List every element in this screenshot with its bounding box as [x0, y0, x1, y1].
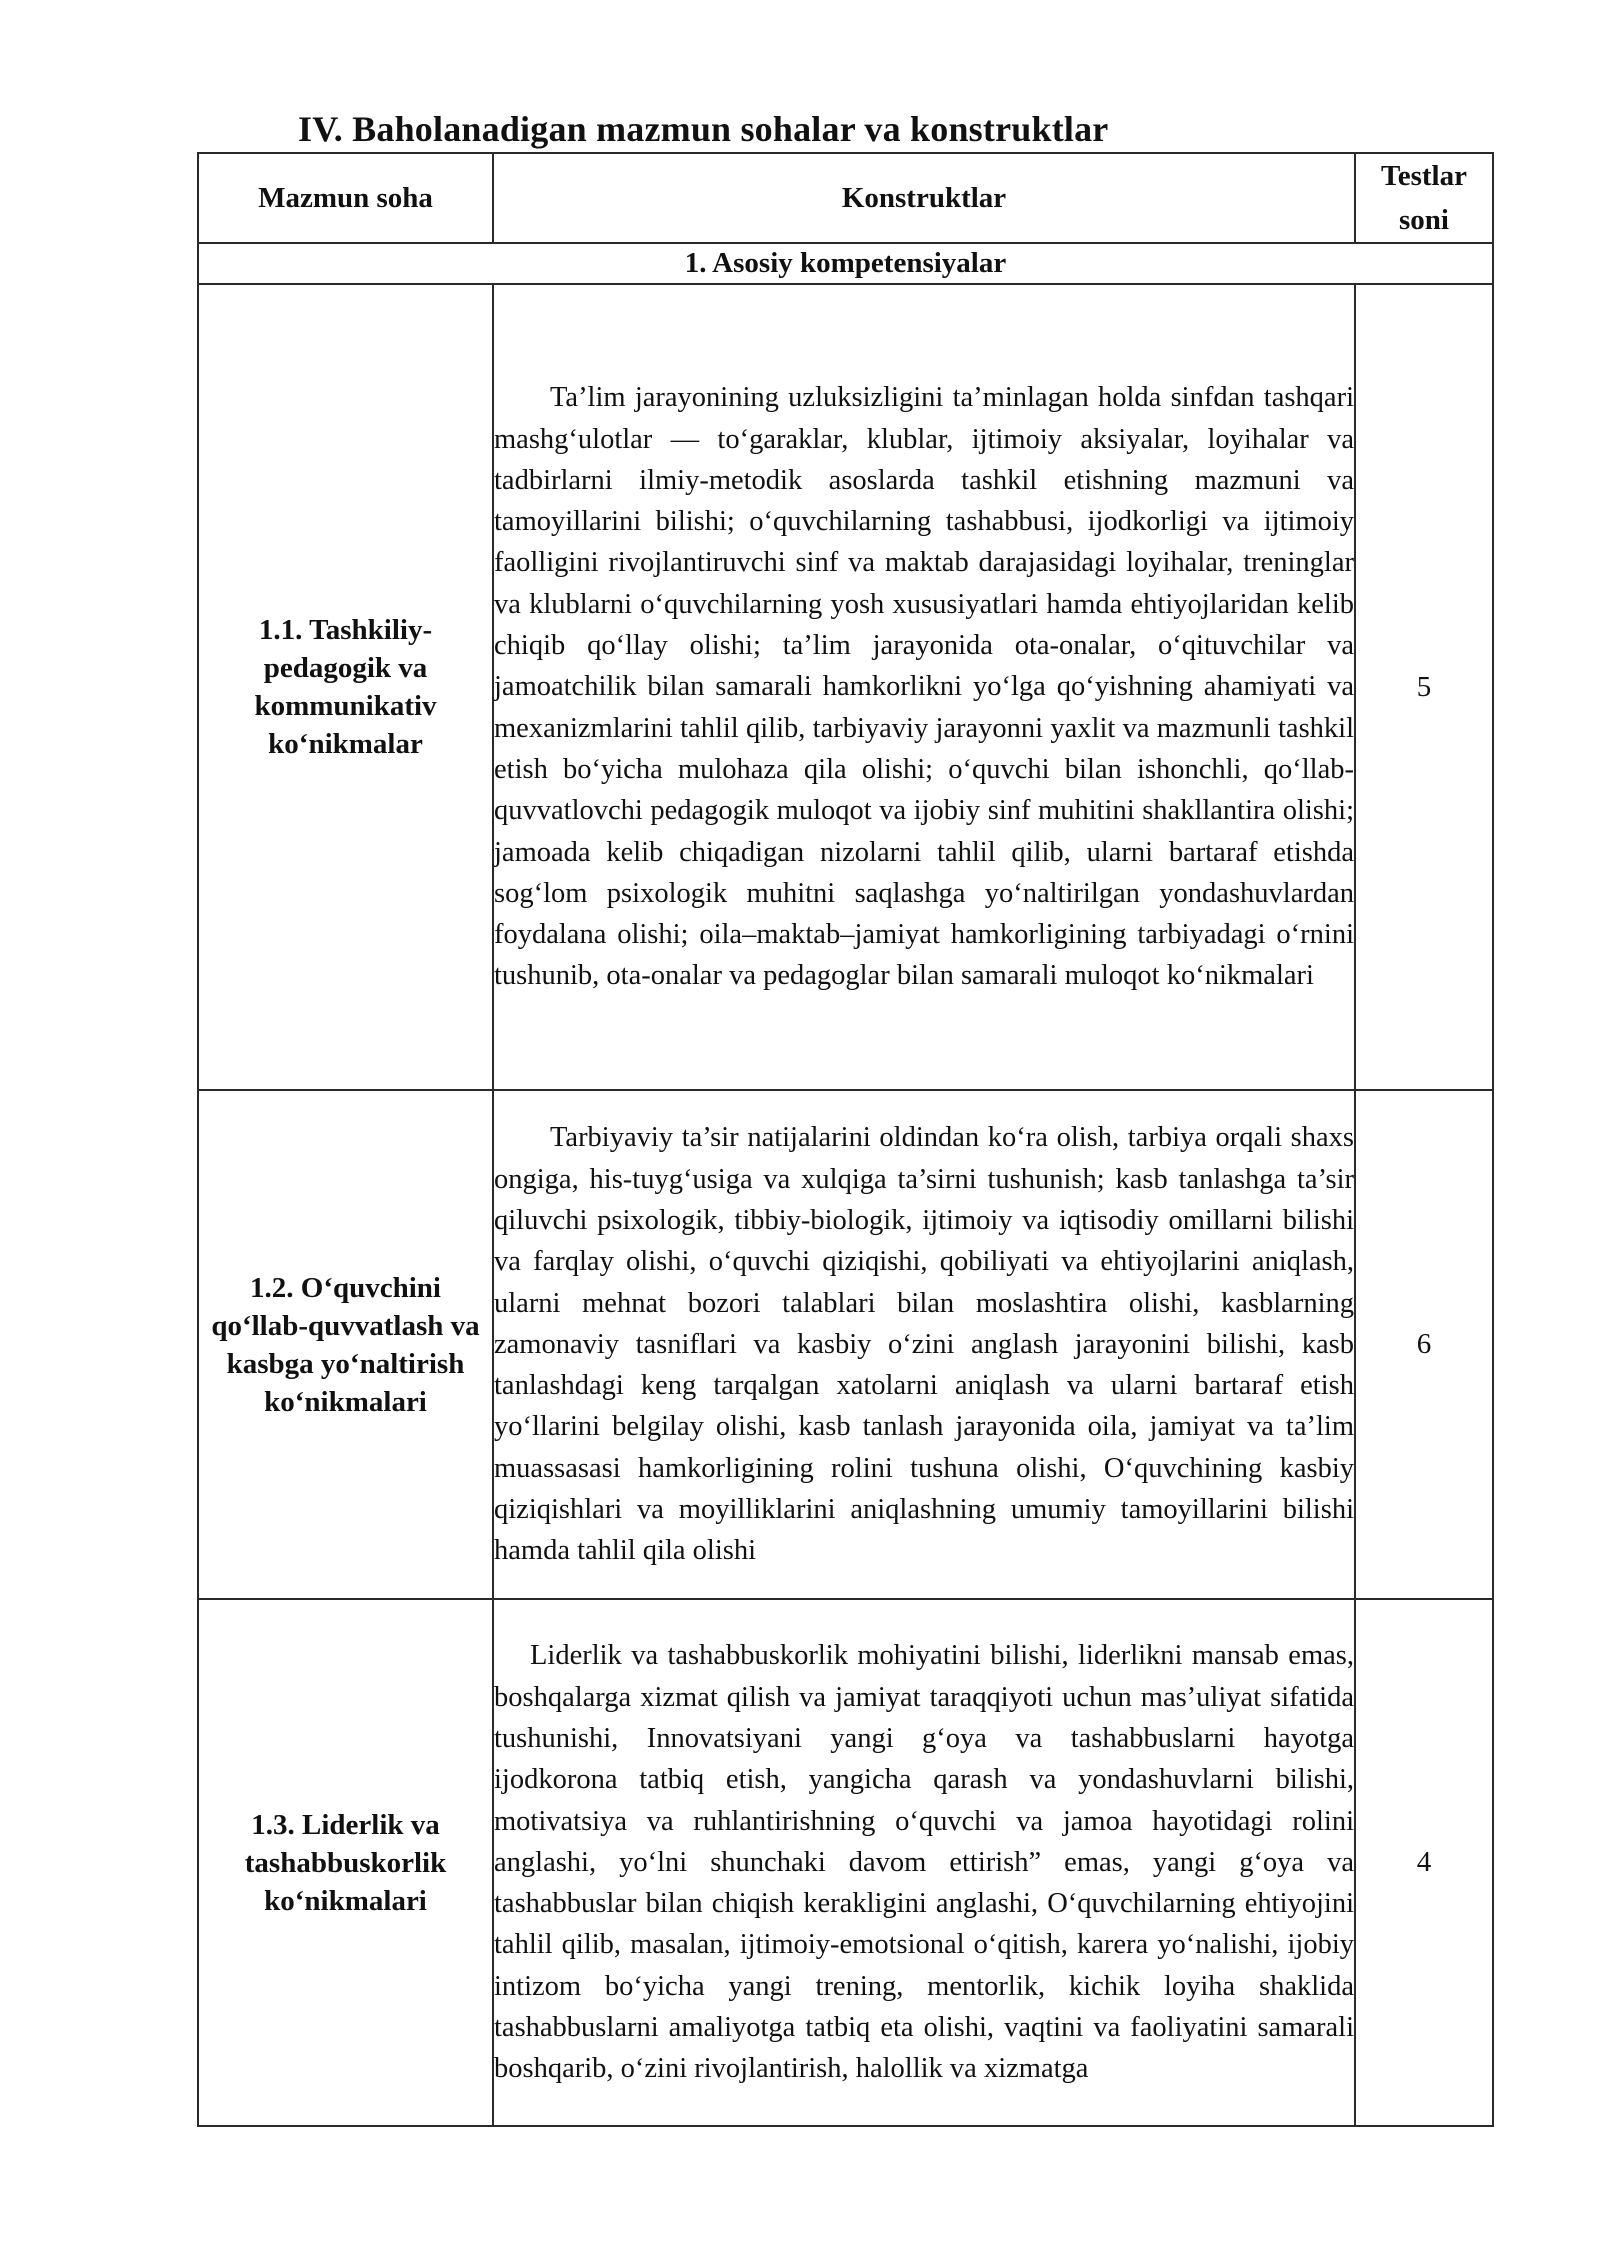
page-title: IV. Baholanadigan mazmun sohalar va konstruktlar: [298, 109, 1109, 149]
row-soha: 1.2. O‘quvchini qo‘llab-quvvatlash va kasbga yo‘naltirish ko‘nikmalari: [198, 1090, 493, 1599]
table-header-row: [198, 153, 1493, 243]
row-konstrukt: [493, 284, 1355, 1090]
row-soha: 1.3. Liderlik va tashabbuskorlik ko‘nikmalari: [198, 1599, 493, 2126]
row-testlar: 5: [1355, 284, 1493, 1090]
row-testlar: 6: [1355, 1090, 1493, 1599]
header-konstruktlar: Konstruktlar: [493, 153, 1355, 243]
row-konstrukt: [493, 1599, 1355, 2126]
header-mazmun-soha: Mazmun soha: [198, 153, 493, 243]
header-testlar-soni: Testlar soni: [1355, 153, 1493, 243]
row-soha: 1.1. Tashkiliy-pedagogik va kommunikativ ko‘nikmalar: [198, 284, 493, 1090]
row-testlar: 4: [1355, 1599, 1493, 2126]
table-row: [198, 284, 1493, 1090]
row-konstrukt-text: Tarbiyaviy ta’sir natijalarini oldindan ko‘ra olish, tarbiya orqali shaxs ongiga, his-tuyg‘usiga va xulqiga ta’sirni tushunish; kasb tanlashga ta’sir qiluvchi psixologik, tibbiy-biologik, ijtimoiy va iqtisodiy omillarni bilishi va farqlay olishi, o‘quvchi qiziqishi, qobiliyati va ehtiyojlarini aniqlash, ularni mehnat bozori talablari bilan moslashtira olishi, kasblarning zamonaviy tasniflari va kasbiy o‘zini anglash jarayonini bilishi, kasb tanlashdagi keng tarqalgan xatolarni aniqlash va ularni bartaraf etish yo‘llarini belgilay olishi, kasb tanlash jarayonida oila, jamiyat va ta’lim muassasasi hamkorligining rolini tushuna olishi, O‘quvchining kasbiy qiziqishlari va moyilliklarini aniqlashning umumiy tamoyillarini bilishi hamda tahlil qila olishi: [494, 1122, 1354, 1567]
row-konstrukt-text: Liderlik va tashabbuskorlik mohiyatini bilishi, liderlikni mansab emas, boshqalarga xizmat qilish va jamiyat taraqqiyoti uchun mas’uliyat sifatida tushunishi, Innovatsiyani yangi g‘oya va tashabbuslarni hayotga ijodkorona tatbiq etish, yangicha qarash va yondashuvlarni bilishi, motivatsiya va ruhlantirishning o‘quvchi va jamoa hayotidagi rolini anglashi, yo‘lni shunchaki davom ettirish” emas, yangi g‘oya va tashabbuslar bilan chiqish kerakligini anglashi, O‘quvchilarning ehtiyojini tahlil qilib, masalan, ijtimoiy-emotsional o‘qitish, karera yo‘nalishi, ijobiy intizom bo‘yicha yangi trening, mentorlik, kichik loyiha shaklida tashabbuslarni amaliyotga tatbiq eta olishi, vaqtini va faoliyatini samarali boshqarib, o‘zini rivojlantirish, halollik va xizmatga: [494, 1640, 1354, 2085]
constructs-table: [197, 152, 1494, 2127]
table-row: [198, 1599, 1493, 2126]
table-row: [198, 1090, 1493, 1599]
section-title: 1. Asosiy kompetensiyalar: [198, 243, 1493, 284]
section-row: [198, 243, 1493, 284]
row-konstrukt-text: Ta’lim jarayonining uzluksizligini ta’minlagan holda sinfdan tashqari mashg‘ulotlar — to‘garaklar, klublar, ijtimoiy aksiyalar, loyihalar va tadbirlarni ilmiy-metodik asoslarda tashkil etishning mazmuni va tamoyillarini bilishi; o‘quvchilarning tashabbusi, ijodkorligi va ijtimoiy faolligini rivojlantiruvchi sinf va maktab darajasidagi loyihalar, treninglar va klublarni o‘quvchilarning yosh xususiyatlari hamda ehtiyojlaridan kelib chiqib qo‘llay olishi; ta’lim jarayonida ota-onalar, o‘qituvchilar va jamoatchilik bilan samarali hamkorlikni yo‘lga qo‘yishning ahamiyati va mexanizmlarini tahlil qilib, tarbiyaviy jarayonni yaxlit va mazmunli tashkil etish bo‘yicha mulohaza qila olishi; o‘quvchi bilan ishonchli, qo‘llab-quvvatlovchi pedagogik muloqot va ijobiy sinf muhitini shakllantira olishi; jamoada kelib chiqadigan nizolarni tahlil qilib, ularni bartaraf etishda sog‘lom psixologik muhitni saqlashga yo‘naltirilgan yondashuvlardan foydalana olishi; oila–maktab–jamiyat hamkorligining tarbiyadagi o‘rnini tushunib, ota-onalar va pedagoglar bilan samarali muloqot ko‘nikmalari: [494, 382, 1354, 992]
row-konstrukt: [493, 1090, 1355, 1599]
